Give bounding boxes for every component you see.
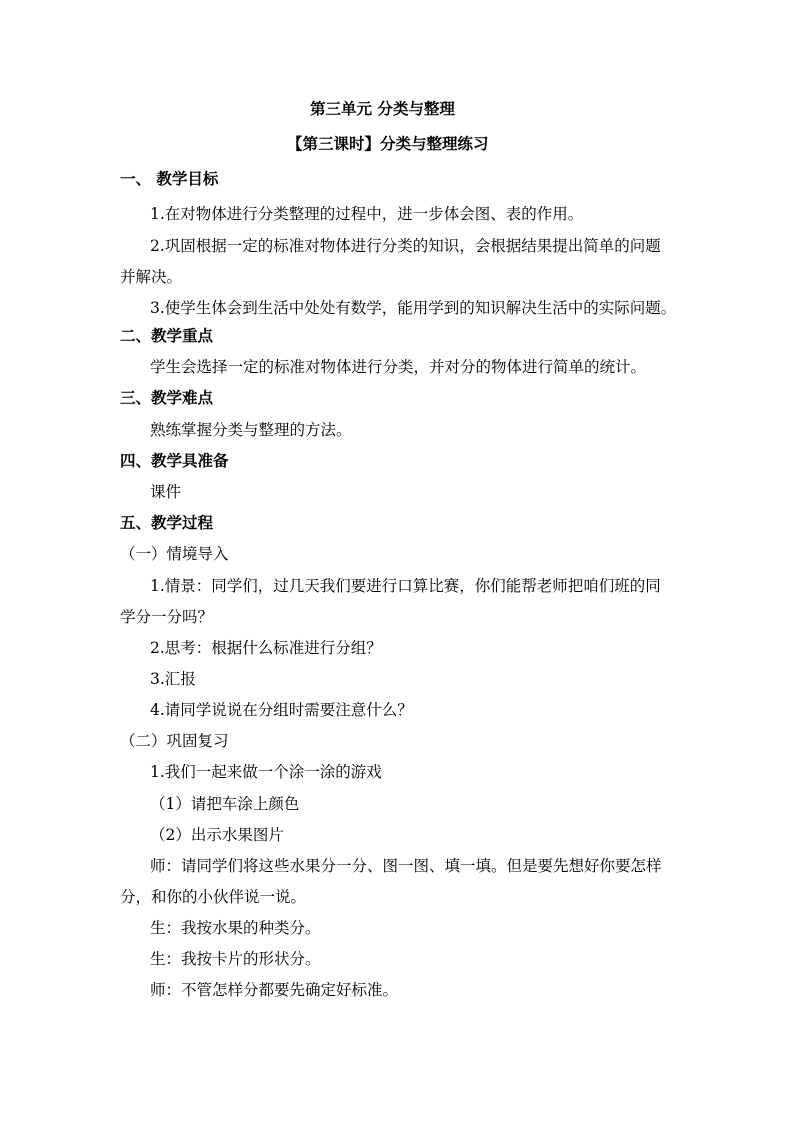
list-item: （2）出示水果图片 [150,826,284,844]
paragraph: 课件 [150,483,182,501]
section-heading-objectives: 一、 教学目标 [120,169,219,188]
section-heading-difficulties: 三、教学难点 [120,388,214,407]
list-item: （1）请把车涂上颜色 [150,795,300,813]
section-heading-materials: 四、教学具准备 [120,451,229,470]
paragraph: 生：我按卡片的形状分。 [150,950,321,968]
paragraph: 学生会选择一定的标准对物体进行分类，并对分的物体进行简单的统计。 [150,358,647,376]
paragraph: 1.情景：同学们，过几天我们要进行口算比赛，你们能帮老师把咱们班的同 [150,577,661,595]
paragraph: 3.使学生体会到生活中处处有数学，能用学到的知识解决生活中的实际问题。 [150,299,677,317]
paragraph: 4.请同学说说在分组时需要注意什么？ [150,701,413,719]
section-heading-key-points: 二、教学重点 [120,326,214,345]
section-heading-process: 五、教学过程 [120,513,214,532]
paragraph: 2.思考：根据什么标准进行分组？ [150,639,382,657]
paragraph: 2.巩固根据一定的标准对物体进行分类的知识，会根据结果提出简单的问题 [150,237,661,255]
paragraph-continuation: 并解决。 [120,268,183,286]
paragraph: 生：我按水果的种类分。 [150,919,321,937]
page-subtitle: 【第三课时】分类与整理练习 [287,134,489,153]
subsection-heading: （二）巩固复习 [120,732,229,750]
paragraph: 师：不管怎样分都要先确定好标准。 [150,981,399,999]
subsection-heading: （一）情境导入 [120,545,229,563]
paragraph: 1.我们一起来做一个涂一涂的游戏 [150,763,382,781]
page-title: 第三单元 分类与整理 [310,99,455,118]
paragraph: 3.汇报 [150,670,196,688]
paragraph: 熟练掌握分类与整理的方法。 [150,421,352,439]
paragraph: 1.在对物体进行分类整理的过程中，进一步体会图、表的作用。 [150,205,584,223]
paragraph: 师：请同学们将这些水果分一分、图一图、填一填。但是要先想好你要怎样 [150,857,662,875]
paragraph-continuation: 学分一分吗？ [120,608,214,626]
paragraph-continuation: 分，和你的小伙伴说一说。 [120,888,307,906]
